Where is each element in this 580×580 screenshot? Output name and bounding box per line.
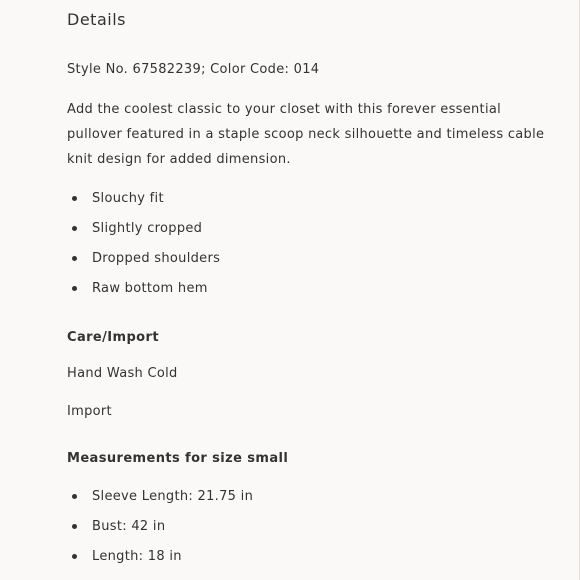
measurement-text: Length: 18 in — [92, 549, 182, 564]
measurements-heading: Measurements for size small — [67, 451, 289, 466]
measurement-text: Bust: 42 in — [92, 519, 166, 534]
list-item — [67, 247, 220, 277]
details-title: Details — [67, 10, 126, 29]
bullet-icon — [72, 256, 77, 261]
measurement-list — [67, 485, 253, 575]
feature-list — [67, 187, 220, 307]
care-import-heading: Care/Import — [67, 330, 159, 345]
bullet-icon — [72, 286, 77, 291]
list-item — [67, 187, 220, 217]
bullet-icon — [72, 524, 77, 529]
bullet-icon — [72, 554, 77, 559]
feature-text: Slightly cropped — [92, 221, 203, 236]
bullet-icon — [72, 494, 77, 499]
care-import-origin: Import — [67, 404, 112, 419]
bullet-icon — [72, 196, 77, 201]
style-color-code: Style No. 67582239; Color Code: 014 — [67, 62, 320, 77]
feature-text: Raw bottom hem — [92, 281, 208, 296]
list-item — [67, 485, 253, 515]
bullet-icon — [72, 226, 77, 231]
list-item — [67, 515, 253, 545]
list-item — [67, 217, 220, 247]
product-description: Add the coolest classic to your closet with this forever essential pullover featured in a staple scoop neck silhouette and timeless cable knit design for added dimension. — [67, 102, 545, 167]
list-item — [67, 545, 253, 575]
measurement-text: Sleeve Length: 21.75 in — [92, 489, 254, 504]
feature-text: Dropped shoulders — [92, 251, 221, 266]
care-wash-instruction: Hand Wash Cold — [67, 366, 178, 381]
feature-text: Slouchy fit — [92, 191, 164, 206]
list-item — [67, 277, 220, 307]
